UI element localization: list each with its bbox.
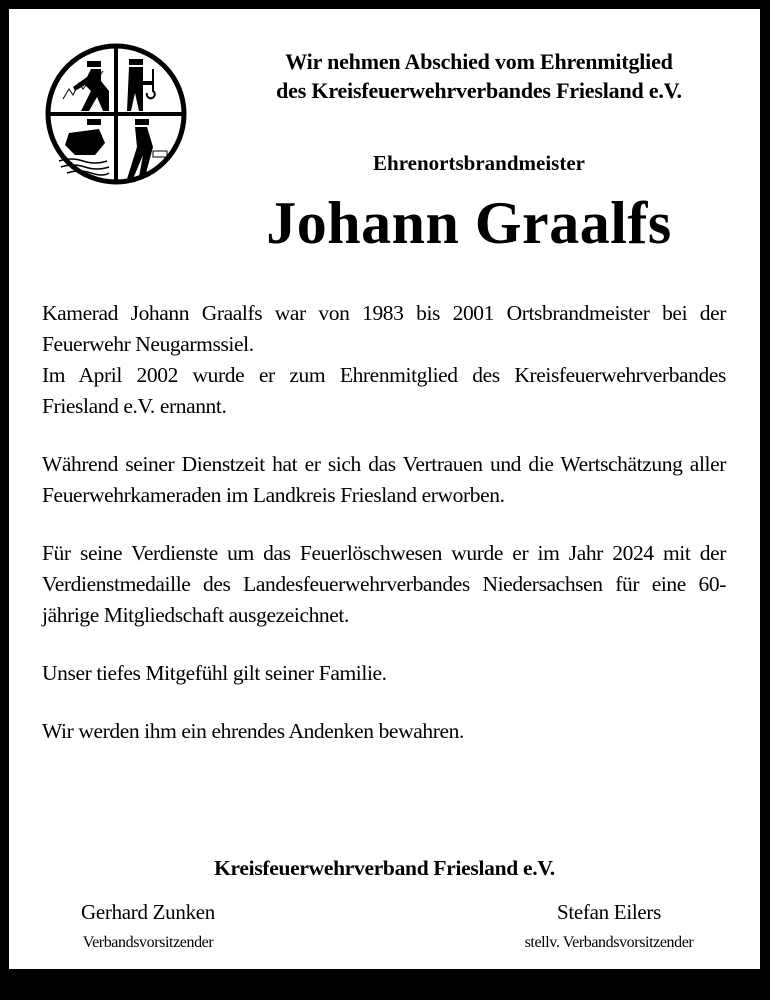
- firefighter-emblem-icon: [41, 39, 191, 189]
- rank-title: Ehrenortsbrandmeister: [373, 151, 585, 175]
- signatory-1: [53, 899, 243, 953]
- paragraph-text: Im April 2002 wurde er zum Ehrenmitglied des Kreisfeuerwehrverbandes Friesland e.V. ernannt.: [42, 363, 726, 418]
- signatory-title: stellv. Verbandsvorsitzender: [524, 934, 694, 951]
- header-intro: [229, 47, 729, 105]
- signatory-title: Verbandsvorsitzender: [82, 934, 214, 951]
- paragraph-remembrance: Wir werden ihm ein ehrendes Andenken bewahren.: [42, 719, 464, 743]
- obituary-notice: [9, 9, 760, 969]
- paragraph-condolence: Unser tiefes Mitgefühl gilt seiner Familie.: [42, 661, 387, 685]
- paragraph-trust: Während seiner Dienstzeit hat er sich das Vertrauen und die Wertschätzung aller Feuerwehrkameraden im Landkreis Friesland erworben.: [42, 452, 726, 507]
- signatory-name: Gerhard Zunken: [81, 900, 215, 924]
- paragraph-text: Kamerad Johann Graalfs war von 1983 bis 2001 Ortsbrandmeister bei der Feuerwehr Neugarmssiel.: [42, 301, 726, 356]
- deceased-name: Johann Graalfs: [266, 190, 672, 256]
- header-line-1: Wir nehmen Abschied vom Ehrenmitglied: [285, 49, 673, 74]
- obituary-body: [42, 298, 726, 774]
- paragraph-career: [42, 298, 726, 422]
- organization-name: Kreisfeuerwehrverband Friesland e.V.: [214, 856, 555, 880]
- signatory-2: [489, 899, 729, 953]
- signatory-name: Stefan Eilers: [557, 900, 661, 924]
- header-line-2: des Kreisfeuerwehrverbandes Friesland e.V.: [276, 78, 682, 103]
- paragraph-award: Für seine Verdienste um das Feuerlöschwesen wurde er im Jahr 2024 mit der Verdienstmedaille des Landesfeuerwehrverbandes Niedersachsen für eine 60-jährige Mitgliedschaft ausgezeichnet.: [42, 541, 726, 627]
